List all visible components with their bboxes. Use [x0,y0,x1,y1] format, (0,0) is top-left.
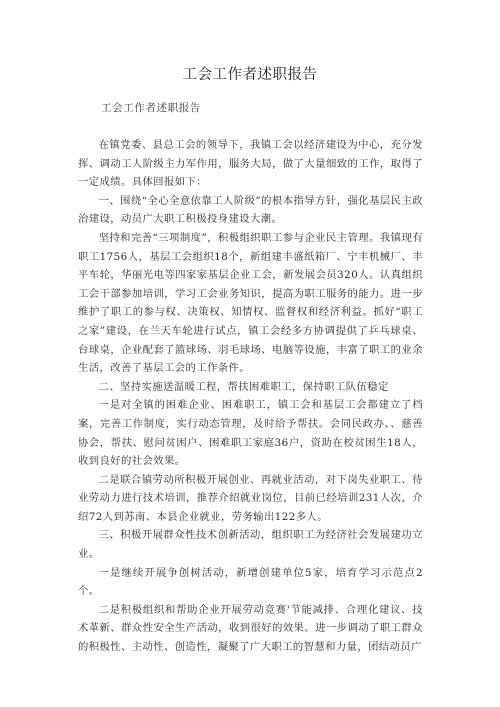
body-paragraph: 三、积极开展群众性技术创新活动，组织职工为经济社会发展建功立业。 [78,529,423,561]
document-subtitle: 工会工作者述职报告 [101,102,201,114]
body-paragraph: 一、围绕“全心全意依靠工人阶级”的根本指导方针，强化基层民主政治建设，动员广大职工积极投身建设大潮。 [78,194,423,226]
body-paragraph: 二是积极组织和帮助企业开展劳动竞赛'节能减排、合理化建议、技术革新、群众性安全生产活动，收到很好的效果。进一步调动了职工群众的积极性、主动性、创造性，凝聚了广大职工的智慧和力量，团结动员广 [78,603,423,654]
body-paragraph: 一是继续开展争创树活动，新增创建单位5家，培育学习示范点2个。 [78,566,423,598]
body-paragraph: 二、坚持实施送温暖工程，帮扶困难职工，保持职工队伍稳定 [98,380,389,393]
body-paragraph: 在镇党委、县总工会的领导下，我镇工会以经济建设为中心，充分发挥、调动工人阶级主力军作用，服务大局，做了大量细致的工作，取得了一定成绩。具体回报如下： [78,139,423,189]
body-paragraph: 一是对全镇的困难企业、困难职工，镇工会和基层工会都建立了档案，完善工作制度，实行动态管理，及时给予帮扶。会同民政办、、慈善协会，帮扶、慰问贫困户、困难职工家庭36户，资助在校贫困生18人，收到良好的社会效果。 [78,399,423,468]
body-paragraph: 二是联合镇劳动所积极开展创业、再就业活动，对下岗失业职工、待业劳动力进行技术培训，推荐介绍就业岗位，目前已经培训231人次，介绍72人到苏南、本县企业就业，劳务输出122多人。 [78,473,423,523]
document-title: 工会工作者述职报告 [182,67,318,83]
body-paragraph: 坚持和完善“三项制度”，积极组织职工参与企业民主管理。我镇现有职工1756人，基层工会组织18个，新组建丰盛纸箱厂、宁丰机械厂、丰平车轮，华丽光电等四家家基层企业工会，新发展会员320人。认真组织工会干部参加培训，学习工会业务知识，提高为职工服务的能力。进一步维护了职工的参与权、决策权、知情权、监督权和经济利益。抓好“职工之家”建设，在兰天车轮进行试点，镇工会经多方协调提供了乒乓球桌、台球桌，企业配套了篮球场、羽毛球场、电脑等设施，丰富了职工的业余生活，改善了基层工会的工作条件。 [78,231,423,375]
document-body [78,136,423,657]
